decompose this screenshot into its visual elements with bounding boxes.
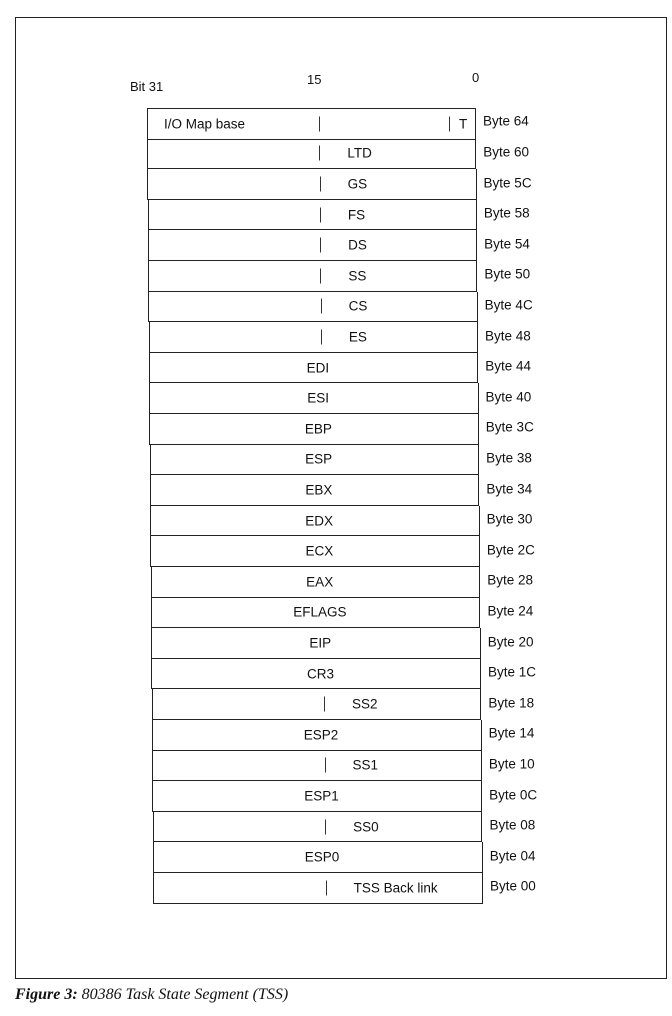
byte-offset-label: Byte 0C bbox=[489, 787, 538, 802]
tss-row bbox=[148, 292, 477, 323]
bit-15-divider bbox=[325, 819, 326, 834]
upper-field-label: I/O Map base bbox=[164, 116, 246, 132]
tss-row bbox=[152, 689, 482, 720]
byte-offset-label: Byte 00 bbox=[490, 878, 536, 894]
segment-selector-label: DS bbox=[348, 237, 367, 253]
tss-row bbox=[151, 628, 481, 659]
byte-offset-label: Byte 44 bbox=[485, 358, 532, 374]
tss-row bbox=[150, 506, 480, 537]
bit-15-divider bbox=[321, 329, 322, 344]
byte-offset-label: Byte 64 bbox=[483, 113, 529, 129]
register-label: EBX bbox=[305, 482, 333, 498]
byte-offset-label: Byte 38 bbox=[486, 450, 532, 466]
tss-row bbox=[149, 383, 478, 414]
bit-15-divider bbox=[326, 880, 327, 895]
register-label: ESP0 bbox=[304, 849, 340, 865]
register-label: EDI bbox=[306, 360, 330, 376]
tss-row bbox=[152, 751, 482, 782]
bit-15-divider bbox=[324, 697, 325, 712]
byte-offset-label: Byte 54 bbox=[484, 236, 530, 252]
byte-offset-label: Byte 2C bbox=[486, 542, 535, 558]
register-label: ESI bbox=[307, 390, 330, 406]
bit-15-divider bbox=[319, 116, 320, 131]
segment-selector-label: GS bbox=[347, 176, 368, 192]
tss-row bbox=[151, 567, 481, 598]
byte-offset-label: Byte 20 bbox=[487, 634, 534, 649]
tss-row bbox=[147, 139, 476, 170]
byte-offset-label: Byte 48 bbox=[484, 328, 531, 343]
register-label: ESP1 bbox=[304, 788, 339, 804]
byte-offset-label: Byte 5C bbox=[483, 175, 532, 190]
byte-offset-label: Byte 4C bbox=[484, 297, 533, 313]
byte-offset-label: Byte 10 bbox=[488, 756, 535, 772]
figure-title: 80386 Task State Segment (TSS) bbox=[81, 986, 289, 1003]
byte-offset-label: Byte 04 bbox=[489, 848, 536, 864]
figure-number: Figure 3: bbox=[15, 986, 78, 1003]
byte-offset-label: Byte 28 bbox=[487, 572, 533, 588]
bit-0-label: 0 bbox=[472, 70, 480, 85]
segment-selector-label: ES bbox=[348, 329, 367, 345]
register-label: EBP bbox=[304, 421, 332, 437]
tss-row bbox=[153, 812, 483, 843]
tss-row bbox=[150, 475, 479, 506]
tss-row bbox=[153, 842, 483, 873]
segment-selector-label: CS bbox=[348, 298, 368, 314]
tss-row bbox=[148, 200, 477, 231]
tss-row bbox=[150, 536, 480, 567]
bit-15-divider bbox=[319, 146, 320, 161]
tss-row bbox=[147, 169, 476, 200]
register-label: CR3 bbox=[306, 666, 334, 682]
tss-row bbox=[150, 445, 479, 476]
byte-offset-label: Byte 08 bbox=[489, 817, 536, 833]
bit-15-divider bbox=[321, 299, 322, 314]
segment-selector-label: SS1 bbox=[352, 757, 379, 773]
segment-selector-label: SS0 bbox=[353, 819, 379, 835]
byte-offset-label: Byte 14 bbox=[488, 725, 535, 741]
byte-offset-label: Byte 1C bbox=[488, 664, 537, 680]
tss-row bbox=[149, 353, 478, 384]
byte-offset-label: Byte 40 bbox=[485, 389, 532, 405]
register-label: ESP bbox=[305, 451, 333, 467]
tss-row bbox=[152, 720, 482, 751]
bit-15-divider bbox=[320, 238, 321, 253]
segment-selector-label: TSS Back link bbox=[353, 880, 438, 896]
bit-15-label: 15 bbox=[307, 72, 322, 87]
segment-selector-label: LTD bbox=[347, 145, 372, 161]
tss-row bbox=[147, 108, 476, 140]
byte-offset-label: Byte 34 bbox=[486, 481, 533, 496]
bit-31-label: Bit 31 bbox=[130, 79, 164, 94]
byte-offset-label: Byte 60 bbox=[483, 144, 530, 160]
tss-row bbox=[149, 414, 478, 445]
bit-15-divider bbox=[325, 758, 326, 773]
figure-caption bbox=[15, 986, 288, 1004]
register-label: EAX bbox=[306, 574, 334, 590]
register-label: EFLAGS bbox=[293, 604, 347, 620]
tss-row bbox=[151, 598, 481, 629]
trap-bit-label: T bbox=[459, 116, 468, 132]
segment-selector-label: SS bbox=[348, 268, 367, 284]
byte-offset-label: Byte 18 bbox=[488, 695, 535, 711]
byte-offset-label: Byte 50 bbox=[484, 266, 531, 282]
register-label: EDX bbox=[305, 513, 334, 529]
tss-row bbox=[153, 873, 483, 904]
tss-row bbox=[151, 659, 481, 690]
tss-row bbox=[148, 230, 477, 261]
register-label: ESP2 bbox=[303, 727, 339, 743]
tss-row bbox=[152, 781, 482, 812]
byte-offset-label: Byte 3C bbox=[485, 419, 534, 435]
bit-15-divider bbox=[320, 207, 321, 222]
register-label: ECX bbox=[305, 543, 334, 559]
tss-row bbox=[149, 322, 478, 353]
bit-15-divider bbox=[320, 268, 321, 283]
register-label: EIP bbox=[309, 635, 332, 651]
tss-row bbox=[148, 261, 477, 292]
segment-selector-label: SS2 bbox=[352, 696, 378, 712]
trap-bit-divider bbox=[449, 116, 450, 131]
byte-offset-label: Byte 30 bbox=[486, 511, 533, 527]
segment-selector-label: FS bbox=[347, 207, 366, 223]
bit-15-divider bbox=[320, 176, 321, 191]
byte-offset-label: Byte 58 bbox=[483, 205, 530, 221]
byte-offset-label: Byte 24 bbox=[487, 603, 534, 619]
